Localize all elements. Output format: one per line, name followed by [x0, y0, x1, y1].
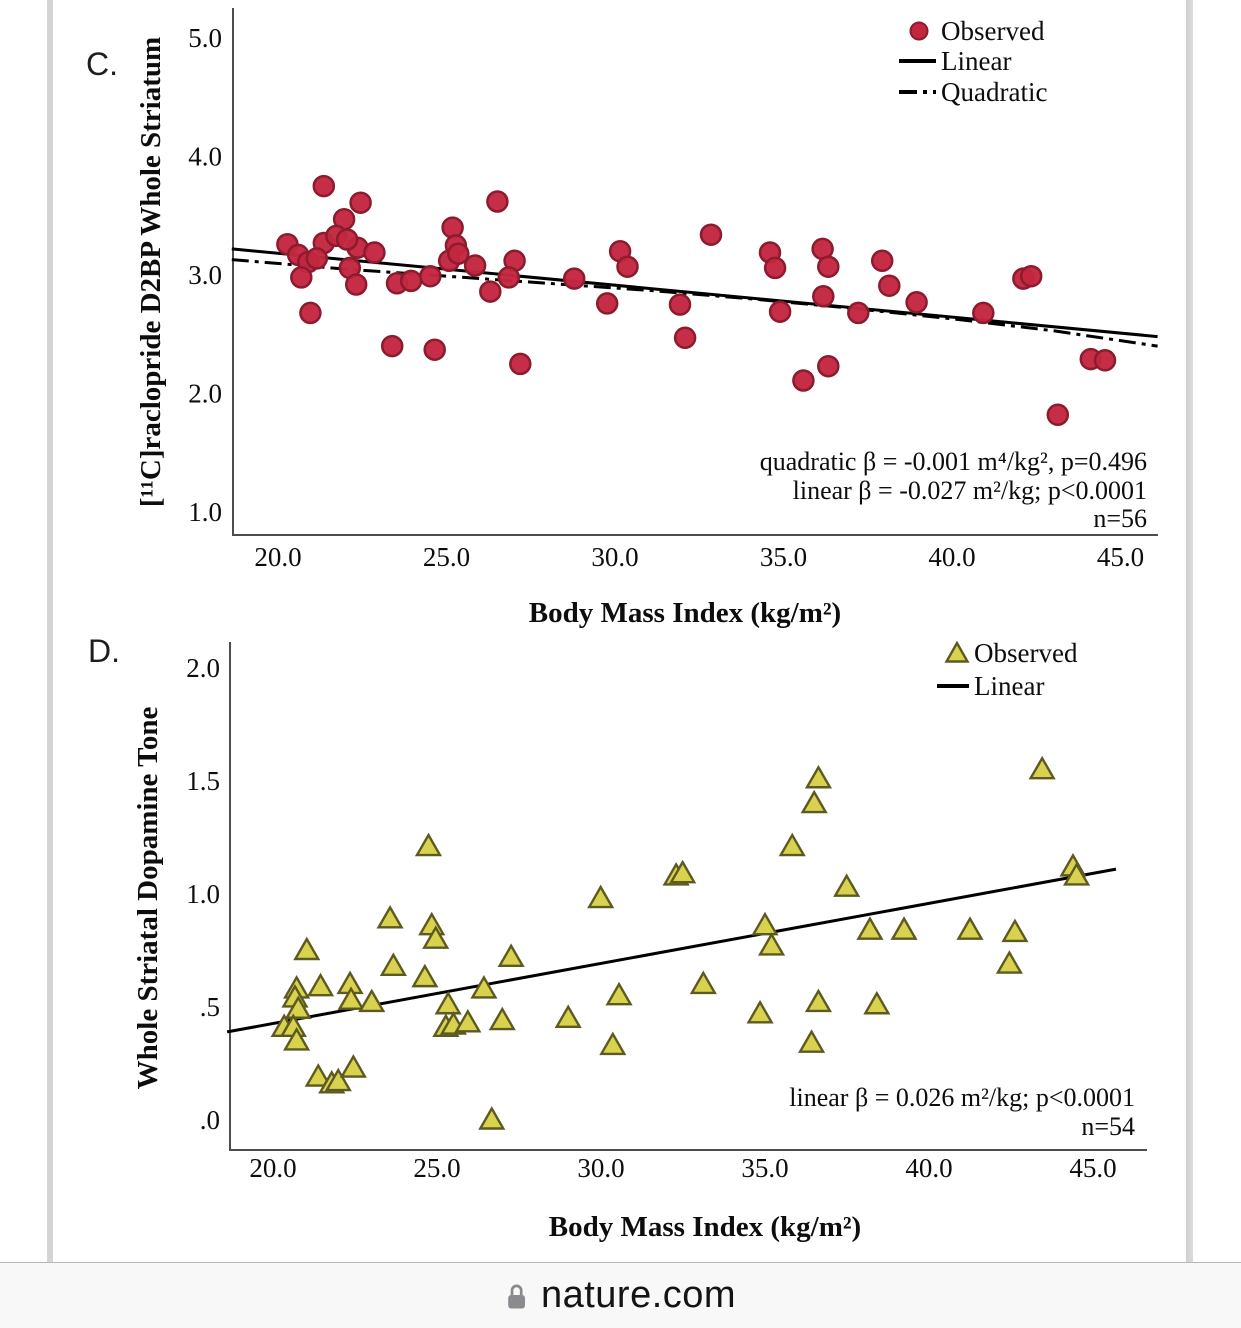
observed-triangle-marker: [749, 1002, 772, 1022]
y-tick-label: 2.0: [188, 378, 222, 409]
observed-circle-marker: [382, 336, 402, 356]
observed-triangle-marker: [807, 767, 830, 787]
y-tick-label: 4.0: [188, 141, 222, 172]
observed-circle-marker: [300, 303, 320, 323]
observed-triangle-marker: [959, 919, 982, 939]
sample-size-text: n=56: [1093, 504, 1147, 533]
observed-circle-marker: [907, 292, 927, 312]
observed-circle-marker: [401, 271, 421, 291]
observed-circle-marker: [813, 286, 833, 306]
observed-circle-marker: [346, 275, 366, 295]
observed-circle-marker: [364, 243, 384, 263]
observed-circle-marker: [1095, 350, 1115, 370]
observed-triangle-marker: [858, 919, 881, 939]
legend-observed-label: Observed: [941, 16, 1045, 46]
observed-circle-marker: [291, 267, 311, 287]
url-text: nature.com: [540, 1274, 737, 1316]
x-tick-label: 45.0: [1069, 1153, 1117, 1183]
legend-red-circle-icon: [911, 23, 928, 40]
observed-triangle-marker: [420, 914, 443, 934]
x-tick-label: 40.0: [928, 542, 976, 572]
observed-triangle-marker: [998, 953, 1021, 973]
y-tick-label: 2.0: [186, 653, 220, 683]
observed-circle-marker: [879, 276, 899, 296]
observed-triangle-marker: [800, 1032, 823, 1052]
y-tick-label: 5.0: [188, 23, 222, 53]
observed-circle-marker: [314, 176, 334, 196]
observed-triangle-marker: [309, 975, 332, 995]
observed-triangle-marker: [835, 876, 858, 896]
panel-c-x-axis-title: Body Mass Index (kg/m²): [528, 597, 842, 629]
observed-triangle-marker: [807, 991, 830, 1011]
panel-c: [86, 8, 1158, 629]
observed-circle-marker: [701, 225, 721, 245]
panel-d-x-axis-title: Body Mass Index (kg/m²): [548, 1211, 862, 1243]
linear-stats-text: linear β = 0.026 m²/kg; p<0.0001: [789, 1083, 1135, 1112]
observed-circle-marker: [872, 251, 892, 271]
y-tick-label: 1.0: [186, 879, 220, 909]
observed-triangle-marker: [417, 835, 440, 855]
observed-triangle-marker: [754, 914, 777, 934]
observed-triangle-marker: [893, 919, 916, 939]
observed-triangle-marker: [295, 939, 318, 959]
x-tick-label: 20.0: [254, 542, 302, 572]
observed-circle-marker: [337, 230, 357, 250]
observed-triangle-marker: [1003, 921, 1026, 941]
observed-triangle-marker: [480, 1109, 503, 1129]
panel-d-legend: [937, 638, 1078, 701]
panel-c-legend: [899, 16, 1047, 107]
observed-circle-marker: [675, 328, 695, 348]
linear-stats-text: linear β = -0.027 m²/kg; p<0.0001: [792, 476, 1147, 505]
observed-circle-marker: [793, 371, 813, 391]
observed-triangle-marker: [342, 1057, 365, 1077]
x-tick-label: 35.0: [759, 542, 808, 572]
legend-linear-label: Linear: [941, 46, 1012, 76]
lock-icon: [505, 1282, 528, 1310]
observed-triangle-marker: [500, 946, 523, 966]
panel-d-label: D.: [88, 633, 120, 669]
observed-triangle-marker: [865, 993, 888, 1013]
observed-triangle-marker: [803, 792, 826, 812]
x-tick-label: 30.0: [591, 542, 639, 572]
legend-yellow-triangle-icon: [947, 643, 968, 662]
observed-circle-marker: [510, 354, 530, 374]
observed-circle-marker: [670, 295, 690, 315]
observed-circle-marker: [818, 257, 838, 277]
panel-c-annotations: [760, 447, 1147, 533]
observed-circle-marker: [443, 218, 463, 238]
observed-circle-marker: [307, 248, 327, 268]
y-tick-label: 1.0: [188, 497, 222, 527]
observed-circle-marker: [351, 193, 371, 213]
sample-size-text: n=54: [1081, 1112, 1135, 1141]
x-tick-label: 45.0: [1096, 542, 1145, 572]
panel-c-label: C.: [86, 46, 118, 82]
observed-triangle-marker: [781, 835, 804, 855]
observed-circle-marker: [765, 258, 785, 278]
observed-triangle-marker: [601, 1034, 624, 1054]
observed-circle-marker: [973, 303, 993, 323]
observed-circle-marker: [848, 303, 868, 323]
observed-triangle-marker: [437, 993, 460, 1013]
observed-circle-marker: [480, 282, 500, 302]
observed-triangle-marker: [1031, 758, 1054, 778]
observed-triangle-marker: [589, 887, 612, 907]
observed-triangle-marker: [413, 966, 436, 986]
observed-triangle-marker: [760, 934, 783, 954]
observed-circle-marker: [1021, 266, 1041, 286]
x-tick-label: 35.0: [741, 1153, 789, 1183]
y-tick-label: .5: [199, 992, 220, 1022]
quadratic-stats-text: quadratic β = -0.001 m⁴/kg², p=0.496: [759, 447, 1147, 476]
observed-triangle-marker: [382, 955, 405, 975]
legend-quadratic-label: Quadratic: [941, 77, 1048, 107]
observed-circle-marker: [487, 192, 507, 212]
legend-linear-label: Linear: [974, 671, 1045, 701]
y-tick-label: 1.5: [186, 766, 220, 796]
panel-c-y-axis-title: [¹¹C]raclopride D2BP Whole Striatum: [135, 36, 167, 508]
panel-d-y-axis-title: Whole Striatal Dopamine Tone: [132, 706, 164, 1090]
x-tick-label: 25.0: [413, 1153, 461, 1183]
observed-circle-marker: [420, 266, 440, 286]
observed-circle-marker: [448, 244, 468, 264]
observed-triangle-marker: [692, 973, 715, 993]
observed-circle-marker: [499, 267, 519, 287]
panel-d-annotations: [789, 1083, 1135, 1141]
observed-circle-marker: [597, 293, 617, 313]
x-tick-label: 30.0: [577, 1153, 625, 1183]
observed-triangle-marker: [379, 907, 402, 927]
observed-circle-marker: [618, 257, 638, 277]
x-tick-label: 25.0: [422, 542, 471, 572]
panel-d: [88, 633, 1147, 1243]
x-tick-label: 40.0: [905, 1153, 953, 1183]
axis-lines: [230, 642, 1147, 1150]
observed-triangle-marker: [557, 1007, 580, 1027]
y-tick-label: 3.0: [188, 260, 222, 290]
observed-circle-marker: [818, 356, 838, 376]
observed-circle-marker: [564, 269, 584, 289]
observed-triangle-marker: [608, 984, 631, 1004]
observed-triangle-marker: [491, 1009, 514, 1029]
observed-triangle-marker: [360, 991, 383, 1011]
legend-observed-label: Observed: [974, 638, 1078, 668]
y-tick-label: .0: [199, 1105, 220, 1135]
x-tick-label: 20.0: [249, 1153, 297, 1183]
safari-address-bar[interactable]: [0, 1262, 1241, 1328]
observed-circle-marker: [770, 302, 790, 322]
observed-circle-marker: [425, 340, 445, 360]
observed-circle-marker: [1048, 405, 1068, 425]
